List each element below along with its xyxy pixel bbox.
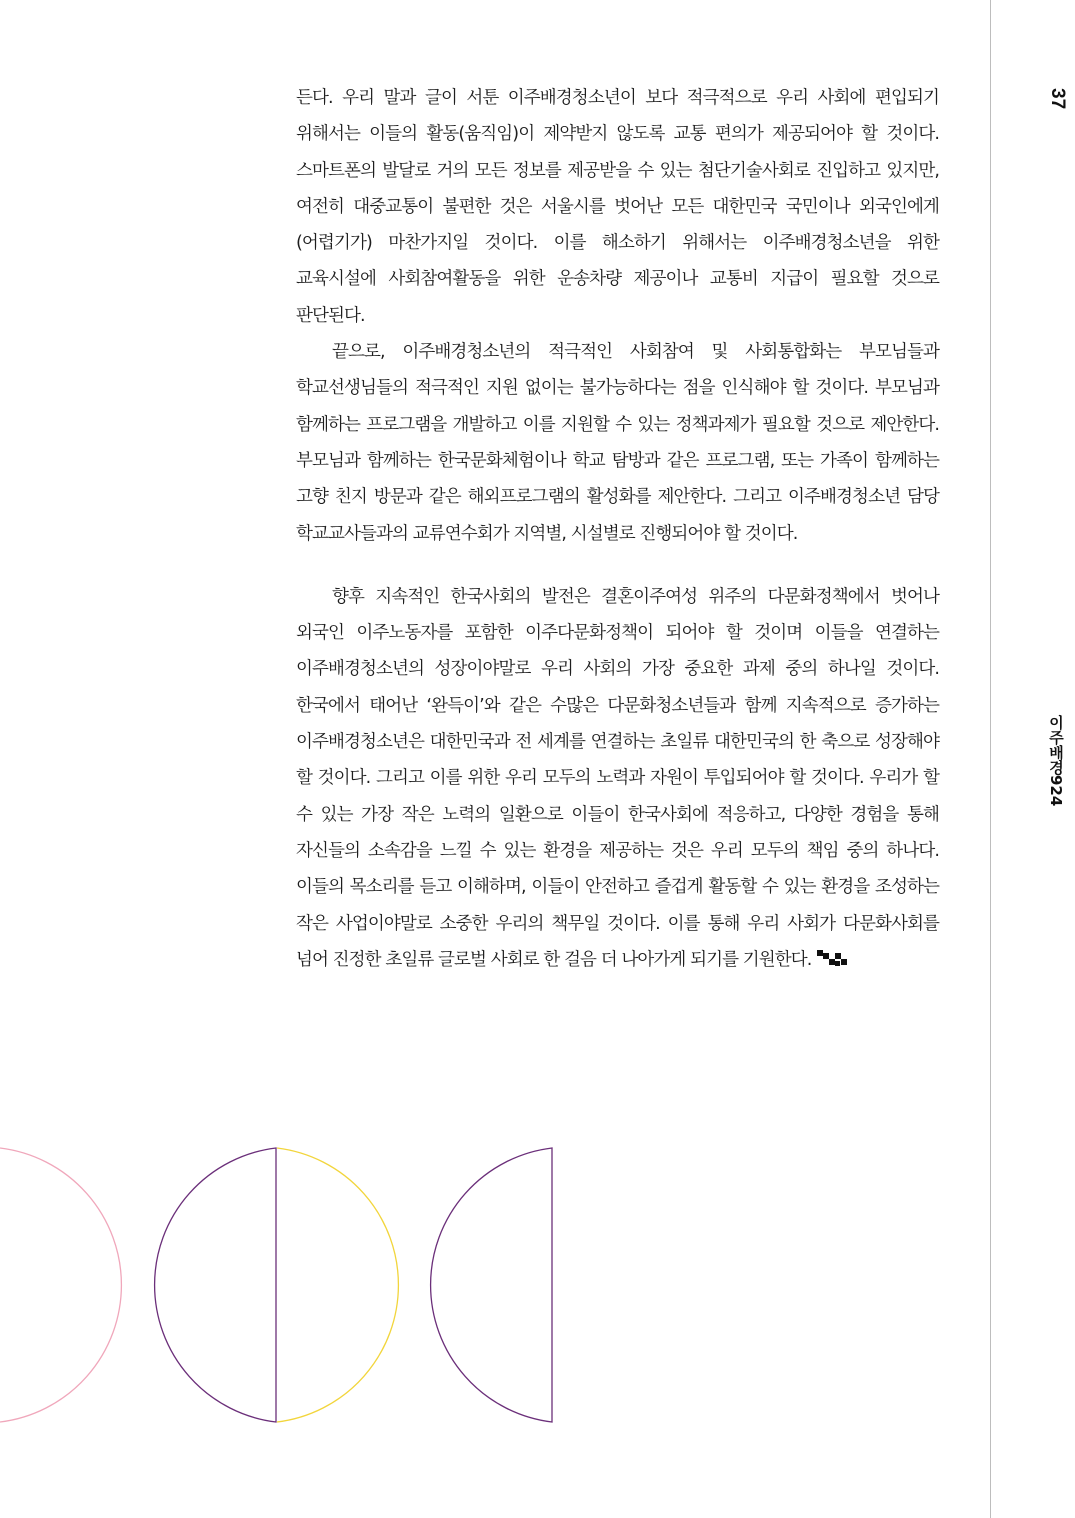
purple-half-circle-left <box>155 1148 276 1422</box>
pink-half-circle <box>0 1148 121 1422</box>
paragraph-spacer <box>296 552 939 579</box>
yellow-half-circle <box>277 1148 398 1422</box>
purple-half-circle-right <box>431 1148 552 1422</box>
running-title: 이주배경924 <box>1047 715 1065 807</box>
paragraph-continued: 든다. 우리 말과 글이 서툰 이주배경청소년이 보다 적극적으로 우리 사회에 편입되기 위해서는 이들의 활동(움직임)이 제약받지 않도록 교통 편의가 제공되어야 할 것이다. 스마트폰의 발달로 거의 모든 정보를 제공받을 수 있는 첨단기술사회로 진입하고 있지만, 여전히 대중교통이 불편한 것은 서울시를 벗어난 모든 대한민국 국민이나 외국인에게 (어렵기가) 마찬가지일 것이다. 이를 해소하기 위해서는 이주배경청소년을 위한 교육시설에 사회참여활동을 위한 운송차량 제공이나 교통비 지급이 필요할 것으로 판단된다. <box>296 88 939 326</box>
paragraph-final <box>296 579 939 978</box>
side-divider-rule <box>990 0 991 1518</box>
paragraph-final-text: 향후 지속적인 한국사회의 발전은 결혼이주여성 위주의 다문화정책에서 벗어나 외국인 이주노동자를 포함한 이주다문화정책이 되어야 할 것이며 이들을 연결하는 이주배경청소년의 성장이야말로 우리 사회의 가장 중요한 과제 중의 하나일 것이다. 한국에서 태어난 ‘완득이’와 같은 수많은 다문화청소년들과 함께 지속적으로 증가하는 이주배경청소년은 대한민국과 전 세계를 연결하는 초일류 대한민국의 한 축으로 성장해야 할 것이다. 그리고 이를 위한 우리 모두의 노력과 자원이 투입되어야 할 것이다. 우리가 할 수 있는 가장 작은 노력의 일환으로 이들이 한국사회에 적응하고, 다양한 경험을 통해 자신들의 소속감을 느낄 수 있는 환경을 제공하는 것은 우리 모두의 책임 중의 하나다. 이들의 목소리를 듣고 이해하며, 이들이 안전하고 즐겁게 활동할 수 있는 환경을 조성하는 작은 사업이야말로 소중한 우리의 책무일 것이다. 이를 통해 우리 사회가 다문화사회를 넘어 진정한 초일류 글로벌 사회로 한 걸음 더 나아가게 되기를 기원한다. <box>296 586 939 970</box>
body-text-column <box>296 80 939 978</box>
paragraph-conclusion: 끝으로, 이주배경청소년의 적극적인 사회참여 및 사회통합화는 부모님들과 학교선생님들의 적극적인 지원 없이는 불가능하다는 점을 인식해야 할 것이다. 부모님과 함께하는 프로그램을 개발하고 이를 지원할 수 있는 정책과제가 필요할 것으로 제안한다. 부모님과 함께하는 한국문화체험이나 학교 탐방과 같은 프로그램, 또는 가족이 함께하는 고향 친지 방문과 같은 해외프로그램의 활성화를 제안한다. 그리고 이주배경청소년 담당 학교교사들과의 교류연수회가 지역별, 시설별로 진행되어야 할 것이다. <box>296 342 939 544</box>
page-number: 37 <box>1047 88 1068 110</box>
checker-end-mark-icon <box>817 950 847 967</box>
decorative-semicircles <box>0 1140 560 1430</box>
